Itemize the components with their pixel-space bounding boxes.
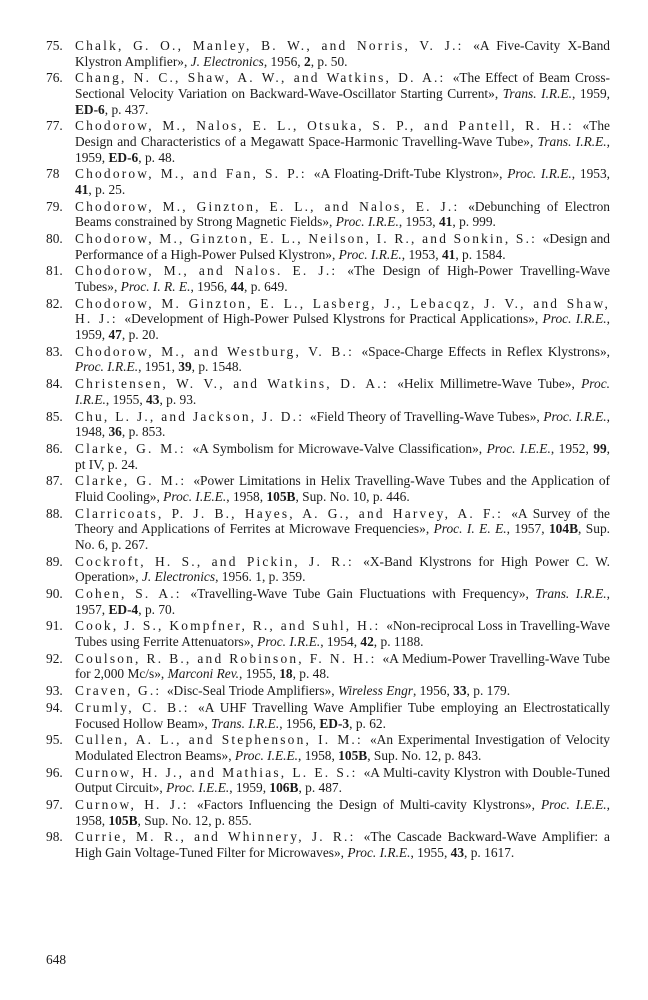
reference-journal: Trans. I.R.E. (502, 85, 572, 101)
reference-journal: Proc. I.R.E. (507, 166, 572, 182)
reference-volume: 42 (360, 633, 374, 649)
reference-entry (0, 651, 648, 682)
page-number: 648 (46, 952, 67, 967)
reference-text: , 1956, (412, 683, 454, 699)
reference-text: , 1958, (75, 797, 611, 828)
reference-text: , p. 48. (138, 149, 176, 165)
reference-entry (0, 700, 648, 731)
reference-journal: J. Electronics (141, 569, 216, 585)
reference-text: , 1955, (105, 391, 147, 407)
reference-journal: Marconi Rev. (167, 666, 240, 682)
reference-authors: Chodorow, M., Nalos, E. L., Otsuka, S. P., and Pantell, R. H.: (75, 118, 583, 134)
reference-text: , 1958, (226, 488, 267, 504)
reference-entry (0, 554, 648, 585)
reference-authors: Chang, N. C., Shaw, A. W., and Watkins, D. A.: (75, 70, 453, 86)
reference-text: «Power Limitations in Helix Travelling-Wave Tubes and the Application of Fluid Cooling», (75, 473, 611, 504)
reference-volume: 33 (453, 683, 467, 699)
reference-entry (0, 70, 648, 117)
reference-authors: Crumly, C. B.: (75, 699, 198, 715)
reference-entry (0, 797, 648, 828)
reference-journal: Proc. I. R. E. (120, 279, 191, 295)
reference-entry (0, 829, 648, 860)
reference-authors: Chodorow, M. Ginzton, E. L., Lasberg, J., Lebacqz, J. V., and Shaw, H. J.: (75, 295, 610, 327)
reference-volume: 18 (279, 666, 293, 682)
reference-authors: Cohen, S. A.: (75, 586, 191, 601)
reference-entry (0, 473, 648, 504)
reference-text: , 1952, (550, 440, 594, 456)
reference-journal: Proc. I.R.E. (543, 408, 607, 424)
reference-text: , 1948, (75, 408, 611, 440)
reference-number: 78 (46, 166, 60, 182)
reference-volume: 99 (593, 440, 607, 456)
reference-volume: ED-3 (319, 715, 350, 731)
reference-text: , p. 1548. (191, 359, 242, 375)
reference-number: 87. (46, 473, 63, 489)
reference-number: 83. (46, 343, 63, 359)
reference-text: , 1959, (229, 780, 270, 796)
reference-volume: 41 (438, 214, 453, 230)
reference-text: , 1951, (138, 359, 179, 375)
reference-text: , 1956, (279, 715, 320, 731)
reference-number: 84. (46, 376, 63, 392)
reference-journal: J. Electronics (190, 53, 264, 69)
reference-text: , p. 25. (88, 181, 126, 197)
reference-number: 86. (46, 440, 63, 456)
reference-authors: Clarricoats, P. J. B., Hayes, A. G., and Harvey, A. F.: (75, 505, 512, 521)
reference-text: , 1953, (398, 214, 439, 230)
reference-text: , 1955, (239, 666, 280, 682)
reference-number: 96. (46, 764, 63, 780)
reference-authors: Currie, M. R., and Whinnery, J. R.: (75, 829, 364, 845)
reference-text: «Debunching of Electron Beams constrained by Strong Magnetic Fields», (75, 198, 610, 230)
reference-authors: Curnow, H. J.: (75, 797, 197, 813)
reference-number: 91. (46, 618, 63, 634)
reference-authors: Cullen, A. L., and Stephenson, I. M.: (75, 732, 370, 748)
reference-entry (0, 199, 648, 230)
reference-authors: Clarke, G. M.: (75, 473, 194, 489)
reference-authors: Chodorow, M., and Fan, S. P.: (75, 166, 314, 182)
reference-text: , 1956. 1, p. 359. (215, 569, 306, 585)
reference-text: , p. 1584. (455, 246, 506, 262)
reference-text: , p. 48. (292, 666, 330, 682)
reference-number: 80. (46, 231, 63, 247)
reference-authors: Chodorow, M., and Nalos. E. J.: (75, 263, 348, 279)
reference-journal: Proc. I.E.E. (163, 488, 227, 504)
reference-volume: ED-6 (108, 149, 139, 165)
reference-entry (0, 441, 648, 472)
reference-text: , Sup. No. 12, p. 843. (367, 747, 482, 763)
reference-text: , 1958, (298, 747, 339, 763)
reference-entry (0, 506, 648, 553)
reference-text: «Helix Millimetre-Wave Tube», (397, 376, 582, 392)
reference-text: «Development of High-Power Pulsed Klystrons for Practical Applications», (124, 311, 543, 327)
reference-text: , 1955, (410, 845, 451, 860)
reference-text: , p. 853. (121, 424, 166, 440)
reference-text: , p. 437. (104, 101, 149, 117)
reference-volume: 105B (338, 747, 368, 763)
reference-text: , 1956, (190, 279, 231, 295)
reference-volume: 105B (108, 812, 138, 828)
reference-number: 88. (46, 505, 63, 521)
reference-journal: Proc. I.R.E. (338, 246, 402, 262)
reference-volume: 106B (269, 780, 299, 796)
reference-number: 85. (46, 408, 63, 424)
reference-text: , p. 62. (349, 715, 386, 731)
reference-text: , Sup. No. 6, p. 267. (75, 521, 610, 552)
reference-journal: Proc. I.R.E. (75, 376, 610, 407)
reference-volume: 2 (303, 53, 311, 69)
reference-text: «A UHF Travelling Wave Amplifier Tube employing an Electrostatically Focused Hollow Beam», (75, 699, 610, 731)
reference-entry (0, 409, 648, 440)
reference-text: , 1957, (75, 586, 610, 617)
reference-entry (0, 618, 648, 649)
reference-text: , p. 70. (138, 601, 176, 617)
reference-text: «A Floating-Drift-Tube Klystron», (313, 166, 508, 182)
reference-volume: 44 (230, 279, 245, 295)
reference-authors: Chodorow, M., Ginzton, E. L., Neilson, I. R., and Sonkin, S.: (75, 231, 543, 247)
reference-text: , p. 1188. (373, 633, 424, 649)
reference-authors: Chalk, G. O., Manley, B. W., and Norris, V. J.: (75, 38, 474, 53)
reference-journal: Proc. I.R.E. (335, 214, 399, 230)
reference-text: , p. 487. (298, 780, 342, 796)
reference-text: «An Experimental Investigation of Velocity Modulated Electron Beams», (75, 732, 610, 763)
reference-entry (0, 376, 648, 407)
reference-text: «Field Theory of Travelling-Wave Tubes», (309, 408, 544, 424)
reference-text: , 1959, (75, 133, 611, 165)
reference-journal: Proc. I.E.E. (486, 440, 551, 456)
reference-text: , 1959, (75, 311, 610, 342)
reference-volume: 43 (450, 845, 465, 860)
reference-text: «A Five-Cavity X-Band Klystron Amplifier», (75, 38, 610, 69)
reference-entry (0, 344, 648, 375)
reference-journal: Trans. I.R.E. (535, 586, 607, 601)
reference-number: 95. (46, 732, 63, 748)
reference-journal: Proc. I.R.E. (347, 845, 411, 860)
reference-number: 97. (46, 797, 63, 813)
reference-volume: 104B (548, 521, 579, 537)
reference-number: 98. (46, 829, 63, 845)
reference-number: 75. (46, 38, 63, 53)
reference-authors: Chodorow, M., and Westburg, V. B.: (75, 343, 362, 359)
reference-authors: Curnow, H. J., and Mathias, L. E. S.: (75, 764, 364, 780)
reference-volume: 39 (178, 359, 192, 375)
reference-text: «Factors Influencing the Design of Multi-cavity Klystrons», (196, 797, 541, 813)
reference-authors: Clarke, G. M.: (75, 440, 193, 456)
reference-journal: Wireless Engr (337, 683, 413, 699)
reference-text: , p. 93. (159, 391, 197, 407)
reference-authors: Christensen, W. V., and Watkins, D. A.: (75, 376, 398, 392)
reference-volume: 41 (75, 181, 89, 197)
reference-number: 82. (46, 295, 63, 311)
reference-text: , Sup. No. 12, p. 855. (137, 812, 252, 828)
reference-text: , p. 649. (244, 279, 288, 295)
reference-volume: 105B (266, 488, 296, 504)
reference-authors: Coulson, R. B., and Robinson, F. N. H.: (75, 650, 383, 666)
reference-journal: Trans. I.R.E. (211, 715, 280, 731)
reference-text: , pt IV, p. 24. (75, 440, 611, 472)
reference-volume: ED-6 (75, 101, 105, 117)
reference-entry (0, 118, 648, 165)
reference-journal: Proc. I.E.E. (166, 780, 230, 796)
reference-text: «Space-Charge Effects in Reflex Klystrons», (361, 343, 610, 359)
reference-number: 90. (46, 586, 63, 601)
reference-text: «A Multi-cavity Klystron with Double-Tuned Output Circuit», (75, 764, 610, 796)
reference-text: , 1957, (506, 521, 549, 537)
reference-authors: Craven, G.: (75, 683, 167, 699)
reference-text: «A Medium-Power Travelling-Wave Tube for 2,000 Mc/s», (75, 650, 610, 682)
reference-authors: Chodorow, M., Ginzton, E. L., and Nalos, E. J.: (75, 198, 469, 214)
reference-text: «The Design of High-Power Travelling-Wave Tubes», (75, 263, 610, 295)
reference-entry (0, 38, 648, 69)
reference-journal: Proc. I.E.E. (540, 797, 607, 813)
reference-text: «Design and Performance of a High-Power Pulsed Klystron», (75, 231, 610, 262)
reference-text: «A Symbolism for Microwave-Valve Classification», (192, 440, 487, 456)
reference-text: , 1953, (401, 246, 442, 262)
reference-journal: Proc. I.R.E. (257, 633, 321, 649)
reference-number: 94. (46, 699, 63, 715)
reference-volume: ED-4 (108, 601, 139, 617)
reference-volume: 47 (108, 327, 122, 342)
reference-text: , p. 50. (310, 53, 348, 69)
reference-text: «The Cascade Backward-Wave Amplifier: a High Gain Voltage-Tuned Filter for Microwaves», (75, 829, 610, 860)
reference-number: 93. (46, 683, 63, 699)
reference-number: 89. (46, 553, 63, 569)
reference-text: , p. 179. (466, 683, 511, 699)
reference-volume: 36 (108, 424, 122, 440)
reference-entry (0, 586, 648, 617)
reference-text: , 1953, (571, 166, 611, 182)
reference-number: 81. (46, 263, 63, 279)
reference-volume: 41 (441, 246, 456, 262)
reference-text: «A Survey of the Theory and Applications of Ferrites at Microwave Frequencies», (75, 505, 610, 537)
reference-authors: Cockroft, H. S., and Pickin, J. R.: (75, 553, 364, 569)
reference-text: , Sup. No. 10, p. 446. (295, 488, 410, 504)
reference-entry (0, 683, 648, 699)
reference-number: 79. (46, 198, 63, 214)
reference-text: «Disc-Seal Triode Amplifiers», (166, 683, 338, 699)
reference-volume: 43 (146, 391, 160, 407)
reference-number: 76. (46, 70, 63, 86)
reference-entry (0, 765, 648, 796)
reference-authors: Cook, J. S., Kompfner, R., and Suhl, H.: (75, 618, 387, 634)
reference-text: , p. 999. (452, 214, 496, 230)
reference-entry (0, 166, 648, 197)
reference-entry (0, 263, 648, 294)
reference-journal: Proc. I. E. E. (433, 521, 507, 537)
reference-text: «Travelling-Wave Tube Gain Fluctuations with Frequency», (190, 586, 536, 601)
reference-text: «The Design and Characteristics of a Megawatt Space-Harmonic Travelling-Wave Tube», (75, 118, 610, 149)
reference-text: , 1954, (320, 633, 361, 649)
reference-number: 77. (46, 118, 63, 134)
reference-number: 92. (46, 650, 63, 666)
reference-text: , p. 20. (121, 327, 159, 342)
reference-authors: Chu, L. J., and Jackson, J. D.: (75, 408, 310, 424)
reference-journal: Proc. I.R.E. (542, 311, 607, 327)
reference-text: «X-Band Klystrons for High Power C. W. Operation», (75, 553, 610, 585)
reference-text: , 1956, (263, 53, 304, 69)
reference-journal: Proc. I.E.E. (234, 747, 298, 763)
reference-list (0, 38, 648, 862)
reference-text: , 1959, (571, 85, 610, 101)
reference-journal: Trans. I.R.E. (537, 133, 607, 149)
reference-entry (0, 231, 648, 262)
reference-entry (0, 732, 648, 763)
reference-text: , p. 1617. (464, 845, 515, 860)
reference-text: «Non-reciprocal Loss in Travelling-Wave Tubes using Ferrite Attenuators», (75, 618, 610, 649)
reference-text: «The Effect of Beam Cross-Sectional Velocity Variation on Backward-Wave-Oscillator Starting Current», (75, 70, 610, 101)
reference-entry (0, 296, 648, 343)
reference-journal: Proc. I.R.E. (75, 359, 139, 375)
